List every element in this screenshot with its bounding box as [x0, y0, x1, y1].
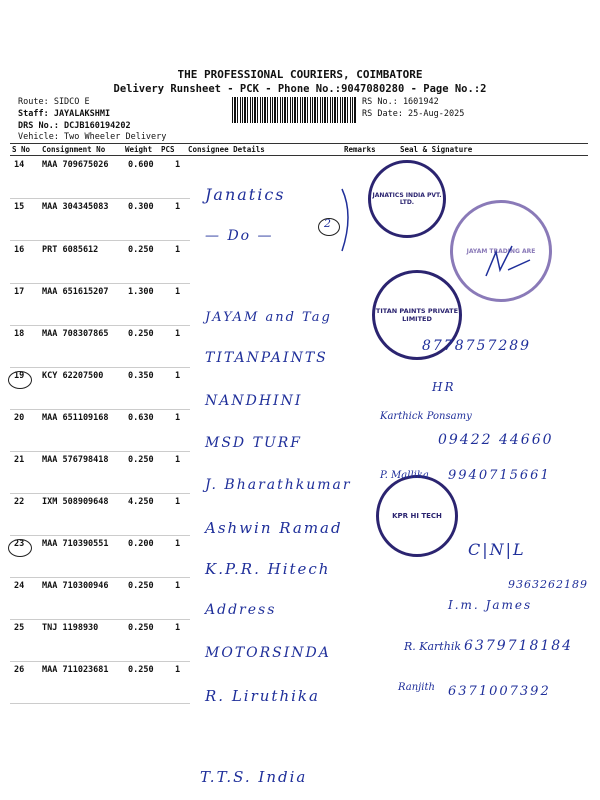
col-consignee: Consignee Details [188, 145, 265, 154]
hr-initials: HR [432, 380, 456, 394]
circle-mark-19 [8, 371, 32, 389]
row-sno: 25 [14, 623, 25, 633]
row-handwriting: MOTORSINDA [205, 645, 331, 661]
row-weight: 0.250 [128, 581, 154, 591]
row-pcs: 1 [175, 202, 181, 212]
phone-26: 6371007392 [448, 684, 551, 699]
row-weight: 0.200 [128, 539, 154, 549]
row-separator [10, 619, 190, 620]
col-seal: Seal & Signature [400, 145, 473, 154]
phone-25: 6379718184 [464, 638, 574, 654]
row-sno: 24 [14, 581, 25, 591]
row-consignment: MAA 651109168 [42, 413, 109, 423]
row-handwriting: MSD TURF [205, 435, 302, 451]
row-pcs: 1 [175, 245, 181, 255]
kpr-stamp [376, 475, 458, 557]
row-consignment: MAA 651615207 [42, 287, 109, 297]
signature-name-20: Karthick Ponsamy [380, 411, 472, 422]
row-sno: 18 [14, 329, 25, 339]
signature-24: I.m. James [448, 598, 533, 612]
row-separator [10, 703, 190, 704]
signature-name-21: P. Mallika [380, 470, 429, 481]
row-consignment: TNJ 1198930 [42, 623, 99, 633]
col-sno: S No [12, 145, 31, 154]
col-pcs: PCS [161, 145, 175, 154]
rs-number: RS No.: 1601942 [362, 97, 439, 107]
rs-date: RS Date: 25-Aug-2025 [362, 109, 465, 119]
row-consignment: MAA 709675026 [42, 160, 109, 170]
row-consignment: MAA 708307865 [42, 329, 109, 339]
row-separator [10, 493, 190, 494]
row-sno: 26 [14, 665, 25, 675]
row-pcs: 1 [175, 539, 181, 549]
row-consignment: MAA 711023681 [42, 665, 109, 675]
row-separator [10, 451, 190, 452]
row-consignment: MAA 710390551 [42, 539, 109, 549]
signature-jayam [478, 240, 538, 285]
row-handwriting: Janatics [205, 185, 286, 204]
row-handwriting: R. Liruthika [205, 687, 320, 705]
row-sno: 23 [14, 539, 25, 549]
header-rule-bottom [10, 155, 588, 156]
row-sno: 19 [14, 371, 25, 381]
runsheet-subtitle: Delivery Runsheet - PCK - Phone No.:9047080280 - Page No.:2 [113, 83, 487, 95]
row-pcs: 1 [175, 581, 181, 591]
row-sno: 20 [14, 413, 25, 423]
janatics-stamp-text: JANATICS INDIA PVT. LTD. [372, 192, 442, 206]
row-weight: 0.250 [128, 455, 154, 465]
route-label: Route: SIDCO E [18, 97, 90, 107]
row-weight: 0.250 [128, 665, 154, 675]
barcode [232, 97, 356, 123]
phone-21: 9940715661 [448, 468, 551, 483]
circle-mark-23 [8, 539, 32, 557]
row-weight: 0.630 [128, 413, 154, 423]
phone-19: 8778757289 [422, 338, 532, 354]
header-rule-top [10, 143, 588, 144]
company-title: THE PROFESSIONAL COURIERS, COIMBATORE [177, 68, 423, 81]
row-consignment: PRT 6085612 [42, 245, 99, 255]
row-weight: 4.250 [128, 497, 154, 507]
row-sno: 15 [14, 202, 25, 212]
row-consignment: MAA 576798418 [42, 455, 109, 465]
row-pcs: 1 [175, 371, 181, 381]
row-weight: 0.300 [128, 202, 154, 212]
row-pcs: 1 [175, 329, 181, 339]
row-weight: 1.300 [128, 287, 154, 297]
col-weight: Weight [125, 145, 153, 154]
row-separator [10, 661, 190, 662]
row-sno: 17 [14, 287, 25, 297]
row-separator [10, 240, 190, 241]
col-remarks: Remarks [344, 145, 376, 154]
row-separator [10, 198, 190, 199]
drs-label: DRS No.: DCJB160194202 [18, 121, 131, 131]
row-handwriting: Ashwin Ramad [205, 519, 343, 537]
row-weight: 0.250 [128, 623, 154, 633]
vehicle-label: Vehicle: Two Wheeler Delivery [18, 132, 167, 142]
row-separator [10, 325, 190, 326]
row-weight: 0.350 [128, 371, 154, 381]
row-handwriting: JAYAM and Tag [205, 310, 332, 325]
row-handwriting: — Do — [205, 228, 274, 244]
row-consignment: MAA 304345083 [42, 202, 109, 212]
row-weight: 0.250 [128, 329, 154, 339]
signature-name-25: R. Karthik [404, 640, 461, 653]
row-sno: 22 [14, 497, 25, 507]
titan-stamp-text: TITAN PAINTS PRIVATE LIMITED [375, 307, 459, 323]
row-pcs: 1 [175, 497, 181, 507]
row-handwriting: TITANPAINTS [205, 350, 328, 366]
row-weight: 0.250 [128, 245, 154, 255]
phone-24: 9363262189 [508, 578, 588, 591]
row-handwriting: Address [205, 602, 277, 618]
janatics-stamp [368, 160, 446, 238]
cnl-mark: C|N|L [468, 540, 526, 559]
kpr-stamp-text: KPR HI TECH [392, 512, 442, 520]
row-pcs: 1 [175, 665, 181, 675]
row-sno: 16 [14, 245, 25, 255]
row-sno: 14 [14, 160, 25, 170]
row-pcs: 1 [175, 160, 181, 170]
row-pcs: 1 [175, 455, 181, 465]
staff-label: Staff: JAYALAKSHMI [18, 109, 111, 119]
phone-20: 09422 44660 [438, 432, 554, 448]
row-separator [10, 367, 190, 368]
row-consignment: MAA 710300946 [42, 581, 109, 591]
row-sno: 21 [14, 455, 25, 465]
row-weight: 0.600 [128, 160, 154, 170]
row-consignment: KCY 62207500 [42, 371, 104, 381]
circled-two: 2 [324, 217, 331, 230]
col-consignment: Consignment No [42, 145, 106, 154]
purple-stamp-text: JAYAM TRADING ARE [466, 247, 536, 255]
row-handwriting: J. Bharathkumar [205, 477, 352, 493]
signature-name-26: Ranjith [398, 682, 435, 693]
row-separator [10, 409, 190, 410]
row-pcs: 1 [175, 623, 181, 633]
handwriting-extra: T.T.S. India [200, 768, 308, 786]
row-pcs: 1 [175, 287, 181, 297]
row-separator [10, 577, 190, 578]
row-consignment: IXM 508909648 [42, 497, 109, 507]
row-handwriting: NANDHINI [205, 393, 303, 409]
row-handwriting: K.P.R. Hitech [205, 560, 331, 578]
row-separator [10, 535, 190, 536]
row-pcs: 1 [175, 413, 181, 423]
row-separator [10, 283, 190, 284]
